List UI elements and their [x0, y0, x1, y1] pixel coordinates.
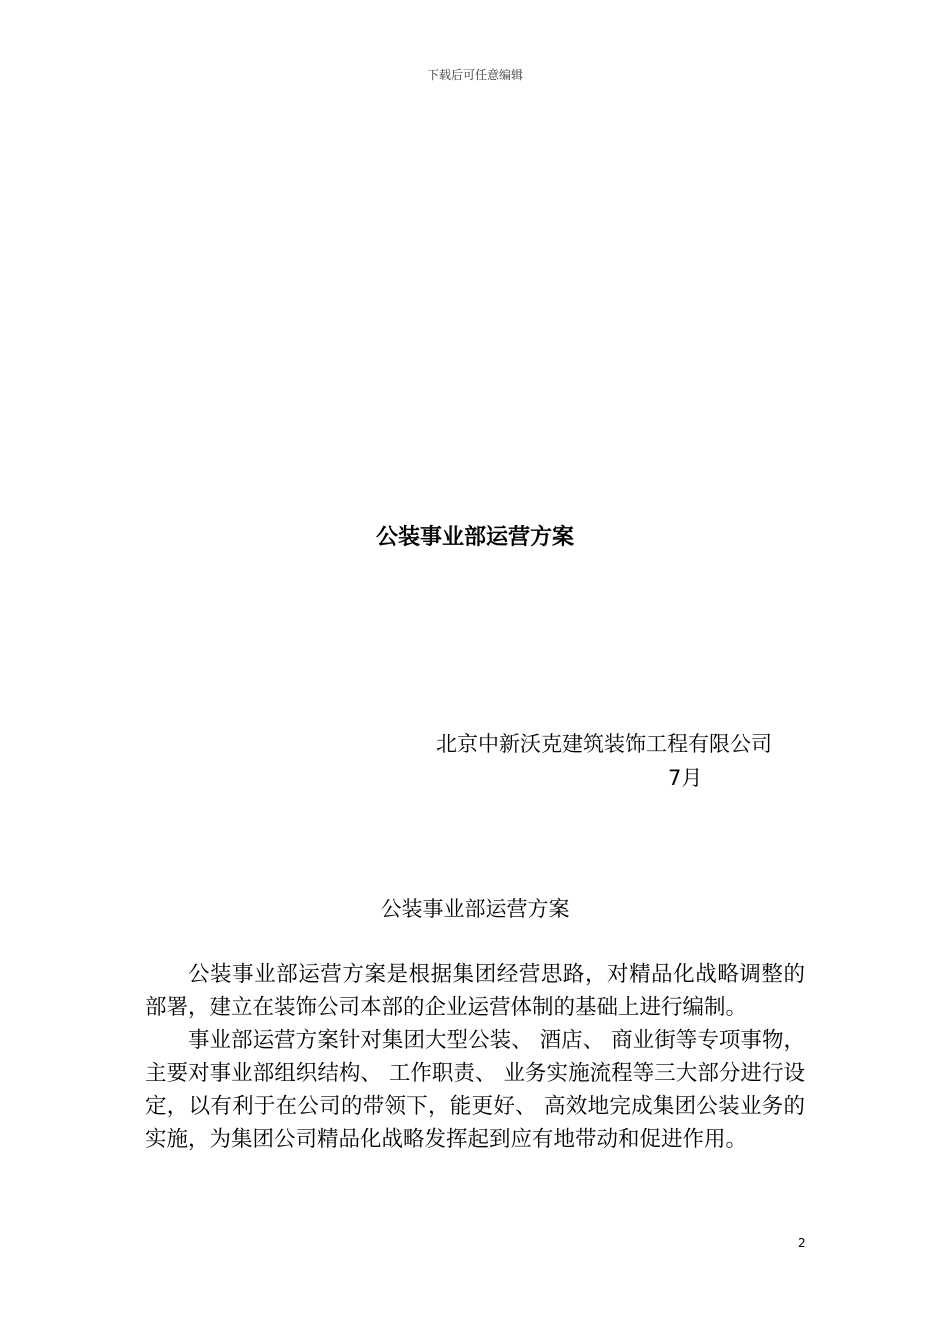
- page-number: 2: [798, 1236, 806, 1250]
- paragraph: 事业部运营方案针对集团大型公装、 酒店、 商业街等专项事物，主要对事业部组织结构、 工作职责、 业务实施流程等三大部分进行设定，以有利于在公司的带领下，能更好、 高效地完成集团公装业务的实施，为集团公司精品化战略发挥起到应有地带动和促进作用。: [145, 1028, 805, 1152]
- cover-date: 7月: [668, 766, 703, 790]
- cover-title: 公装事业部运营方案: [375, 525, 574, 550]
- section-title: 公装事业部运营方案: [380, 897, 570, 921]
- header-note: 下载后可任意编辑: [426, 68, 523, 82]
- body-text: [145, 958, 805, 1156]
- company-name: 北京中新沃克建筑装饰工程有限公司: [436, 732, 772, 756]
- paragraph: 公装事业部运营方案是根据集团经营思路，对精品化战略调整的部署，建立在装饰公司本部的企业运营体制的基础上进行编制。: [145, 962, 805, 1020]
